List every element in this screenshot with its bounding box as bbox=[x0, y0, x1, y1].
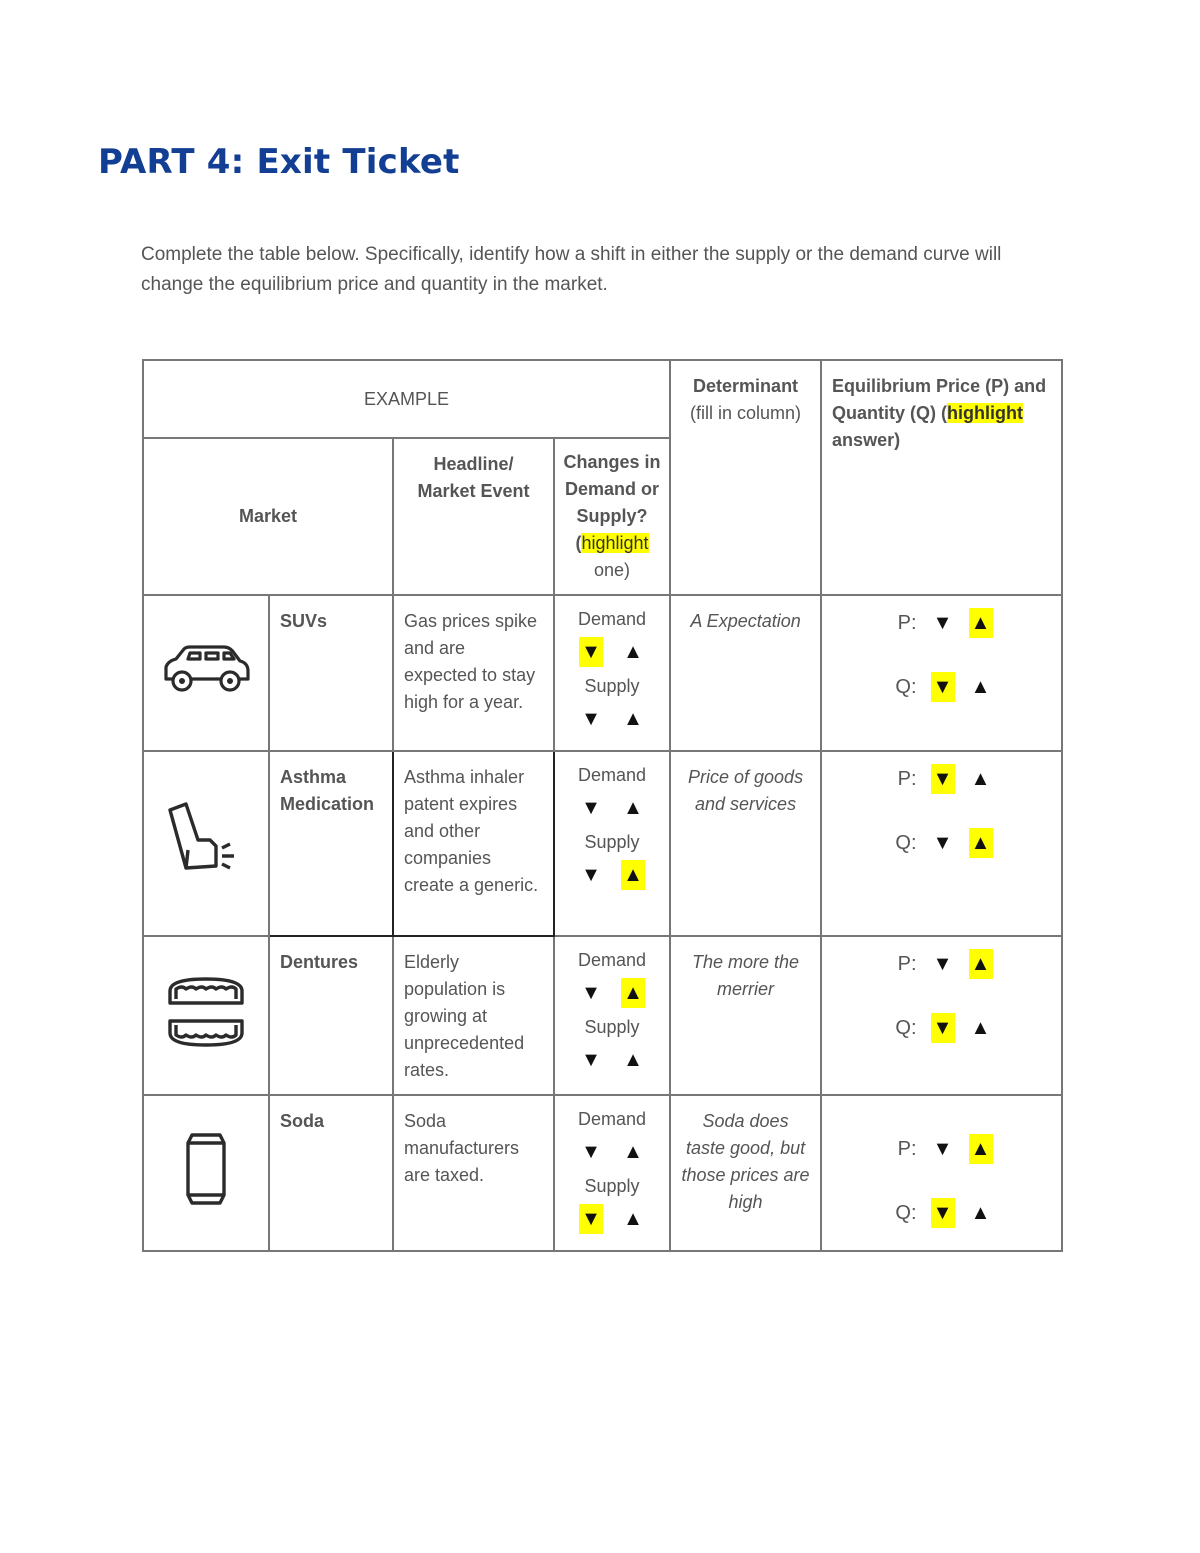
demand-up-arrow[interactable]: ▲ bbox=[623, 1141, 643, 1163]
price-line-up-arrow[interactable]: ▲ bbox=[969, 608, 993, 638]
price-line-up-arrow[interactable]: ▲ bbox=[970, 768, 991, 790]
demand-down-arrow[interactable]: ▼ bbox=[579, 637, 603, 667]
shift-selector bbox=[554, 1095, 670, 1251]
determinant-header bbox=[670, 360, 821, 595]
changes-header-text: Changes in Demand or Supply? ( bbox=[563, 452, 661, 553]
market-event: Soda manufacturers are taxed. bbox=[393, 1095, 554, 1251]
supply-down-arrow[interactable]: ▼ bbox=[581, 864, 601, 886]
price-line-down-arrow[interactable]: ▼ bbox=[932, 953, 953, 975]
quantity-line bbox=[832, 828, 1051, 858]
price-line bbox=[832, 949, 1051, 979]
determinant-answer[interactable]: Soda does taste good, but those prices are high bbox=[670, 1095, 821, 1251]
determinant-header-sub: (fill in column) bbox=[690, 403, 802, 423]
quantity-line-label: Q: bbox=[895, 1016, 917, 1039]
price-line-label: P: bbox=[897, 611, 917, 634]
supply-arrows bbox=[559, 1204, 665, 1234]
equilibrium-header-text: Equilibrium Price (P) and Quantity (Q) ( bbox=[832, 376, 1047, 423]
shift-selector bbox=[554, 936, 670, 1095]
table-row bbox=[143, 595, 1062, 751]
supply-up-arrow[interactable]: ▲ bbox=[621, 860, 645, 890]
demand-up-arrow[interactable]: ▲ bbox=[621, 978, 645, 1008]
demand-label: Demand bbox=[578, 609, 647, 629]
inhaler-icon bbox=[164, 800, 248, 880]
exit-ticket-table bbox=[142, 359, 1063, 1252]
market-event: Asthma inhaler patent expires and other companies create a generic. bbox=[393, 751, 554, 936]
price-line-label: P: bbox=[897, 1137, 917, 1160]
demand-up-arrow[interactable]: ▲ bbox=[623, 797, 643, 819]
quantity-line-up-arrow[interactable]: ▲ bbox=[970, 1017, 991, 1039]
quantity-line-down-arrow[interactable]: ▼ bbox=[932, 832, 953, 854]
demand-arrows bbox=[559, 793, 665, 823]
table-row bbox=[143, 936, 1062, 1095]
changes-header-highlight: highlight bbox=[581, 533, 649, 553]
price-line-down-arrow[interactable]: ▼ bbox=[932, 1138, 953, 1160]
determinant-header-title: Determinant bbox=[693, 376, 799, 396]
equilibrium-answer bbox=[821, 595, 1062, 751]
supply-down-arrow[interactable]: ▼ bbox=[579, 1204, 603, 1234]
supply-up-arrow[interactable]: ▲ bbox=[623, 1049, 643, 1071]
quantity-line-down-arrow[interactable]: ▼ bbox=[931, 1198, 955, 1228]
quantity-line bbox=[832, 1013, 1051, 1043]
demand-down-arrow[interactable]: ▼ bbox=[581, 982, 601, 1004]
equilibrium-header bbox=[821, 360, 1062, 595]
supply-arrows bbox=[559, 704, 665, 734]
price-line bbox=[832, 1134, 1051, 1164]
market-icon-cell bbox=[143, 1095, 269, 1251]
price-line-up-arrow[interactable]: ▲ bbox=[969, 1134, 993, 1164]
quantity-line bbox=[832, 672, 1051, 702]
price-line-down-arrow[interactable]: ▼ bbox=[931, 764, 955, 794]
car-icon bbox=[160, 643, 252, 695]
quantity-line-up-arrow[interactable]: ▲ bbox=[969, 828, 993, 858]
equilibrium-header-end: answer) bbox=[832, 430, 901, 450]
equilibrium-answer bbox=[821, 936, 1062, 1095]
market-name: SUVs bbox=[269, 595, 393, 751]
price-line-up-arrow[interactable]: ▲ bbox=[969, 949, 993, 979]
demand-down-arrow[interactable]: ▼ bbox=[581, 797, 601, 819]
supply-up-arrow[interactable]: ▲ bbox=[623, 1208, 643, 1230]
soda-can-icon bbox=[182, 1131, 230, 1207]
demand-arrows bbox=[559, 1137, 665, 1167]
supply-arrows bbox=[559, 1045, 665, 1075]
price-line-down-arrow[interactable]: ▼ bbox=[932, 612, 953, 634]
supply-down-arrow[interactable]: ▼ bbox=[581, 708, 601, 730]
shift-selector bbox=[554, 751, 670, 936]
quantity-line-up-arrow[interactable]: ▲ bbox=[970, 676, 991, 698]
intro-paragraph: Complete the table below. Specifically, identify how a shift in either the supply or the demand curve will change the equilibrium price and quantity in the market. bbox=[141, 244, 1002, 295]
quantity-line-down-arrow[interactable]: ▼ bbox=[931, 672, 955, 702]
dentures-icon bbox=[164, 975, 248, 1049]
market-name: Soda bbox=[269, 1095, 393, 1251]
market-name: Dentures bbox=[269, 936, 393, 1095]
supply-arrows bbox=[559, 860, 665, 890]
price-line-label: P: bbox=[897, 767, 917, 790]
table-row bbox=[143, 751, 1062, 936]
market-name: Asthma Medication bbox=[269, 751, 393, 936]
determinant-answer[interactable]: The more the merrier bbox=[670, 936, 821, 1095]
determinant-answer[interactable]: Price of goods and services bbox=[670, 751, 821, 936]
determinant-answer[interactable]: A Expectation bbox=[670, 595, 821, 751]
price-line bbox=[832, 608, 1051, 638]
changes-header bbox=[554, 438, 670, 595]
equilibrium-answer bbox=[821, 1095, 1062, 1251]
supply-label: Supply bbox=[584, 676, 640, 696]
quantity-line-label: Q: bbox=[895, 675, 917, 698]
market-icon-cell bbox=[143, 936, 269, 1095]
example-header: EXAMPLE bbox=[143, 360, 670, 438]
demand-arrows bbox=[559, 978, 665, 1008]
supply-label: Supply bbox=[584, 1017, 640, 1037]
equilibrium-answer bbox=[821, 751, 1062, 936]
demand-down-arrow[interactable]: ▼ bbox=[581, 1141, 601, 1163]
demand-up-arrow[interactable]: ▲ bbox=[623, 641, 643, 663]
headline-header: Headline/ Market Event bbox=[393, 438, 554, 595]
quantity-line-label: Q: bbox=[895, 831, 917, 854]
supply-up-arrow[interactable]: ▲ bbox=[623, 708, 643, 730]
price-line-label: P: bbox=[897, 952, 917, 975]
demand-label: Demand bbox=[578, 950, 647, 970]
quantity-line-down-arrow[interactable]: ▼ bbox=[931, 1013, 955, 1043]
supply-down-arrow[interactable]: ▼ bbox=[581, 1049, 601, 1071]
demand-label: Demand bbox=[578, 765, 647, 785]
supply-label: Supply bbox=[584, 832, 640, 852]
quantity-line-up-arrow[interactable]: ▲ bbox=[970, 1202, 991, 1224]
equilibrium-header-highlight: highlight bbox=[947, 403, 1024, 423]
market-icon-cell bbox=[143, 751, 269, 936]
table-row bbox=[143, 1095, 1062, 1251]
demand-label: Demand bbox=[578, 1109, 647, 1129]
changes-header-end: one) bbox=[594, 560, 631, 580]
supply-label: Supply bbox=[584, 1176, 640, 1196]
market-icon-cell bbox=[143, 595, 269, 751]
shift-selector bbox=[554, 595, 670, 751]
quantity-line bbox=[832, 1198, 1051, 1228]
quantity-line-label: Q: bbox=[895, 1201, 917, 1224]
price-line bbox=[832, 764, 1051, 794]
table-body bbox=[143, 595, 1062, 1251]
market-header: Market bbox=[143, 438, 393, 595]
page-title: PART 4: Exit Ticket bbox=[98, 142, 460, 182]
demand-arrows bbox=[559, 637, 665, 667]
market-event: Elderly population is growing at unprecedented rates. bbox=[393, 936, 554, 1095]
market-event: Gas prices spike and are expected to stay high for a year. bbox=[393, 595, 554, 751]
